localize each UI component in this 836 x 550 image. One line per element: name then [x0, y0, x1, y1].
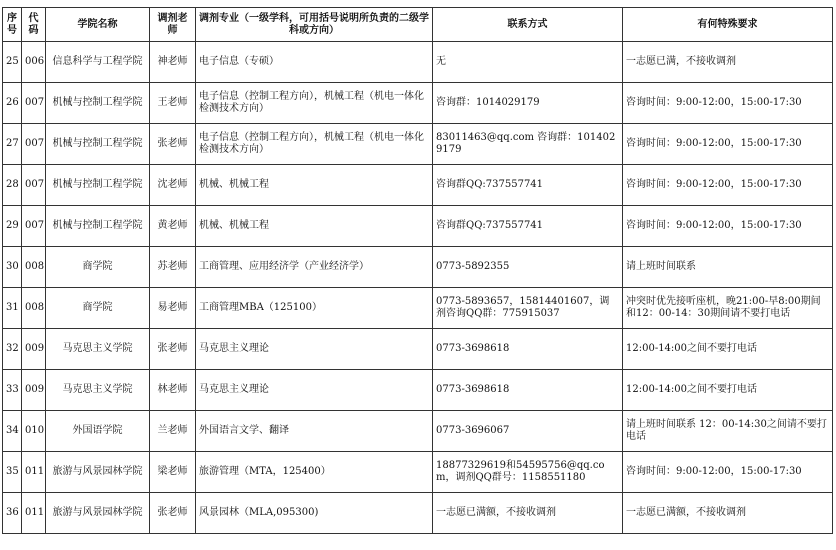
cell-contact: 0773-3698618 [433, 370, 623, 411]
cell-code: 010 [22, 411, 46, 452]
table-row [3, 165, 833, 206]
header-seq: 序号 [3, 8, 22, 42]
cell-seq: 29 [3, 206, 22, 247]
table-row [3, 288, 833, 329]
cell-teacher: 易老师 [150, 288, 196, 329]
table-row [3, 83, 833, 124]
cell-contact: 咨询群QQ:737557741 [433, 165, 623, 206]
table-row [3, 206, 833, 247]
table-row [3, 493, 833, 534]
cell-seq: 36 [3, 493, 22, 534]
table-row [3, 247, 833, 288]
cell-teacher: 神老师 [150, 42, 196, 83]
cell-code: 007 [22, 165, 46, 206]
cell-teacher: 黄老师 [150, 206, 196, 247]
cell-requirements: 一志愿已满，不接收调剂 [623, 42, 833, 83]
cell-major: 机械、机械工程 [196, 206, 433, 247]
cell-code: 007 [22, 124, 46, 165]
cell-code: 006 [22, 42, 46, 83]
cell-teacher: 沈老师 [150, 165, 196, 206]
table-header-row [3, 8, 833, 42]
adjustment-contact-sheet [2, 7, 833, 534]
cell-requirements: 咨询时间：9:00-12:00，15:00-17:30 [623, 206, 833, 247]
cell-major: 工商管理、应用经济学（产业经济学） [196, 247, 433, 288]
cell-college: 信息科学与工程学院 [46, 42, 150, 83]
cell-code: 008 [22, 247, 46, 288]
cell-code: 009 [22, 329, 46, 370]
cell-college: 商学院 [46, 247, 150, 288]
cell-seq: 28 [3, 165, 22, 206]
header-teacher: 调剂老师 [150, 8, 196, 42]
cell-college: 旅游与风景园林学院 [46, 493, 150, 534]
cell-code: 011 [22, 493, 46, 534]
cell-requirements: 12:00-14:00之间不要打电话 [623, 370, 833, 411]
cell-seq: 25 [3, 42, 22, 83]
cell-seq: 26 [3, 83, 22, 124]
table-row [3, 329, 833, 370]
header-contact: 联系方式 [433, 8, 623, 42]
table-row [3, 124, 833, 165]
cell-major: 马克思主义理论 [196, 370, 433, 411]
cell-requirements: 咨询时间：9:00-12:00，15:00-17:30 [623, 165, 833, 206]
cell-college: 马克思主义学院 [46, 329, 150, 370]
header-code: 代码 [22, 8, 46, 42]
cell-major: 电子信息（控制工程方向），机械工程（机电一体化检测技术方向） [196, 124, 433, 165]
cell-seq: 27 [3, 124, 22, 165]
cell-college: 机械与控制工程学院 [46, 124, 150, 165]
table-row [3, 452, 833, 493]
cell-contact: 一志愿已满额，不接收调剂 [433, 493, 623, 534]
cell-teacher: 张老师 [150, 124, 196, 165]
table-row [3, 411, 833, 452]
cell-major: 外国语言文学、翻译 [196, 411, 433, 452]
cell-contact: 83011463@qq.com 咨询群：1014029179 [433, 124, 623, 165]
cell-college: 马克思主义学院 [46, 370, 150, 411]
cell-college: 旅游与风景园林学院 [46, 452, 150, 493]
cell-seq: 33 [3, 370, 22, 411]
cell-contact: 18877329619和54595756@qq.com，调剂QQ群号：1158551180 [433, 452, 623, 493]
header-college: 学院名称 [46, 8, 150, 42]
cell-contact: 0773-3696067 [433, 411, 623, 452]
cell-code: 008 [22, 288, 46, 329]
cell-teacher: 张老师 [150, 493, 196, 534]
cell-teacher: 林老师 [150, 370, 196, 411]
header-requirements: 有何特殊要求 [623, 8, 833, 42]
cell-major: 机械、机械工程 [196, 165, 433, 206]
cell-contact: 0773-5893657，15814401607，调剂咨询QQ群：775915037 [433, 288, 623, 329]
cell-code: 007 [22, 83, 46, 124]
cell-requirements: 12:00-14:00之间不要打电话 [623, 329, 833, 370]
cell-college: 机械与控制工程学院 [46, 206, 150, 247]
cell-major: 工商管理MBA（125100） [196, 288, 433, 329]
cell-major: 电子信息（控制工程方向），机械工程（机电一体化检测技术方向） [196, 83, 433, 124]
cell-requirements: 请上班时间联系 12：00-14:30之间请不要打电话 [623, 411, 833, 452]
cell-requirements: 冲突时优先接听座机，晚21:00-早8:00期间和12：00-14：30期间请不要打电话 [623, 288, 833, 329]
cell-teacher: 王老师 [150, 83, 196, 124]
table-row [3, 42, 833, 83]
cell-contact: 咨询群QQ:737557741 [433, 206, 623, 247]
cell-code: 007 [22, 206, 46, 247]
cell-requirements: 咨询时间：9:00-12:00，15:00-17:30 [623, 124, 833, 165]
cell-contact: 0773-3698618 [433, 329, 623, 370]
cell-requirements: 请上班时间联系 [623, 247, 833, 288]
cell-teacher: 兰老师 [150, 411, 196, 452]
cell-teacher: 张老师 [150, 329, 196, 370]
cell-requirements: 咨询时间：9:00-12:00，15:00-17:30 [623, 83, 833, 124]
cell-college: 机械与控制工程学院 [46, 165, 150, 206]
cell-teacher: 苏老师 [150, 247, 196, 288]
table-row [3, 370, 833, 411]
cell-requirements: 一志愿已满额，不接收调剂 [623, 493, 833, 534]
cell-seq: 30 [3, 247, 22, 288]
cell-major: 旅游管理（MTA，125400） [196, 452, 433, 493]
cell-code: 011 [22, 452, 46, 493]
cell-contact: 无 [433, 42, 623, 83]
cell-requirements: 咨询时间：9:00-12:00，15:00-17:30 [623, 452, 833, 493]
cell-contact: 0773-5892355 [433, 247, 623, 288]
cell-contact: 咨询群：1014029179 [433, 83, 623, 124]
cell-major: 马克思主义理论 [196, 329, 433, 370]
contact-table [2, 7, 833, 534]
cell-teacher: 梁老师 [150, 452, 196, 493]
cell-code: 009 [22, 370, 46, 411]
cell-college: 外国语学院 [46, 411, 150, 452]
cell-seq: 31 [3, 288, 22, 329]
cell-seq: 34 [3, 411, 22, 452]
cell-seq: 35 [3, 452, 22, 493]
cell-college: 商学院 [46, 288, 150, 329]
cell-major: 电子信息（专硕） [196, 42, 433, 83]
cell-college: 机械与控制工程学院 [46, 83, 150, 124]
header-major: 调剂专业（一级学科，可用括号说明所负责的二级学科或方向） [196, 8, 433, 42]
cell-major: 风景园林（MLA,095300) [196, 493, 433, 534]
cell-seq: 32 [3, 329, 22, 370]
